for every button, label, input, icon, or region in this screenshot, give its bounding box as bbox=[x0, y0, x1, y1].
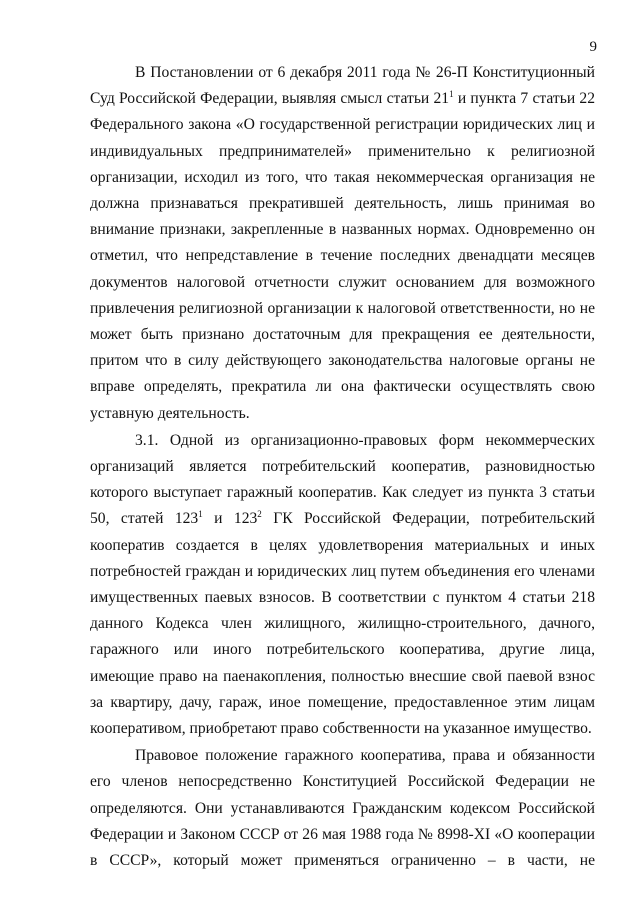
text-line: организаций является потребительский кооператив, разновидностью bbox=[90, 458, 595, 476]
text-line: которого выступает гаражный кооператив. Как следует из пункта 3 статьи bbox=[90, 484, 595, 502]
superscript-index: 2 bbox=[257, 509, 262, 520]
text-line: документов налоговой отчетности служит основанием для возможного bbox=[90, 273, 595, 291]
text-line: отметил, что непредставление в течение последних двенадцати месяцев bbox=[90, 247, 595, 265]
text-line: притом что в силу действующего законодательства налоговые органы не bbox=[90, 352, 595, 370]
text-line: за квартиру, дачу, гараж, иное помещение, предоставленное этим лицам bbox=[90, 693, 595, 711]
text-line: В Постановлении от 6 декабря 2011 года № 26-П Конституционный bbox=[135, 64, 595, 81]
text-line: Федерации и Законом СССР от 26 мая 1988 года № 8998-XI «О кооперации bbox=[90, 825, 595, 843]
text-line: имущественных паевых взносов. В соответствии с пунктом 4 статьи 218 bbox=[90, 589, 595, 607]
text-line: Правовое положение гаражного кооператива, права и обязанности bbox=[135, 747, 595, 765]
text-line: привлечения религиозной организации к налоговой ответственности, но не bbox=[90, 299, 595, 317]
text-line: организации, исходил из того, что такая некоммерческая организация не bbox=[90, 168, 595, 186]
text-line: определяются. Они устанавливаются Гражданским кодексом Российской bbox=[90, 799, 595, 817]
paragraph-1 bbox=[90, 60, 595, 427]
text-line: в СССР», который может применяться ограниченно – в части, не bbox=[90, 852, 595, 870]
paragraph-3 bbox=[90, 743, 595, 874]
text-line: его членов непосредственно Конституцией Российской Федерации не bbox=[90, 773, 595, 791]
text-line: должна признаваться прекратившей деятельность, лишь принимая во bbox=[90, 195, 595, 213]
text-line: Федерального закона «О государственной регистрации юридических лиц и bbox=[90, 116, 595, 134]
text-line: кооператив создается в целях удовлетворения материальных и иных bbox=[90, 536, 595, 554]
text-line: гаражного или иного потребительского кооператива, другие лица, bbox=[90, 641, 595, 659]
text-line: данного Кодекса член жилищного, жилищно-строительного, дачного, bbox=[90, 615, 595, 633]
text-line: потребностей граждан и юридических лиц путем объединения его членами bbox=[90, 562, 595, 580]
text-line: уставную деятельность. bbox=[90, 404, 250, 422]
text-line: может быть признано достаточным для прекращения ее деятельности, bbox=[90, 326, 595, 344]
page-number: 9 bbox=[589, 39, 597, 55]
text-line: вправе определять, прекратила ли она фактически осуществлять свою bbox=[90, 378, 595, 396]
text-line: 50, статей $123^1$ и $123^2$ ГК Российской Федерации, потребительский bbox=[90, 509, 595, 528]
text-line: кооперативом, приобретают право собственности на указанное имущество. bbox=[90, 720, 592, 738]
text-line: внимание признаки, закрепленные в названных нормах. Одновременно он bbox=[90, 221, 595, 239]
superscript-index: 1 bbox=[198, 509, 203, 520]
superscript-index: 1 bbox=[449, 89, 454, 100]
text-line: Суд Российской Федерации, выявляя смысл статьи $21^1$ и пункта 7 статьи 22 bbox=[90, 89, 595, 108]
text-line: 3.1. Одной из организационно-правовых форм некоммерческих bbox=[135, 431, 595, 449]
text-line: индивидуальных предпринимателей» применительно к религиозной bbox=[90, 142, 595, 160]
document-body bbox=[90, 60, 595, 874]
text-line: имеющие право на паенакопления, полностью внесшие свой паевой взнос bbox=[90, 667, 595, 685]
paragraph-2 bbox=[90, 428, 595, 742]
